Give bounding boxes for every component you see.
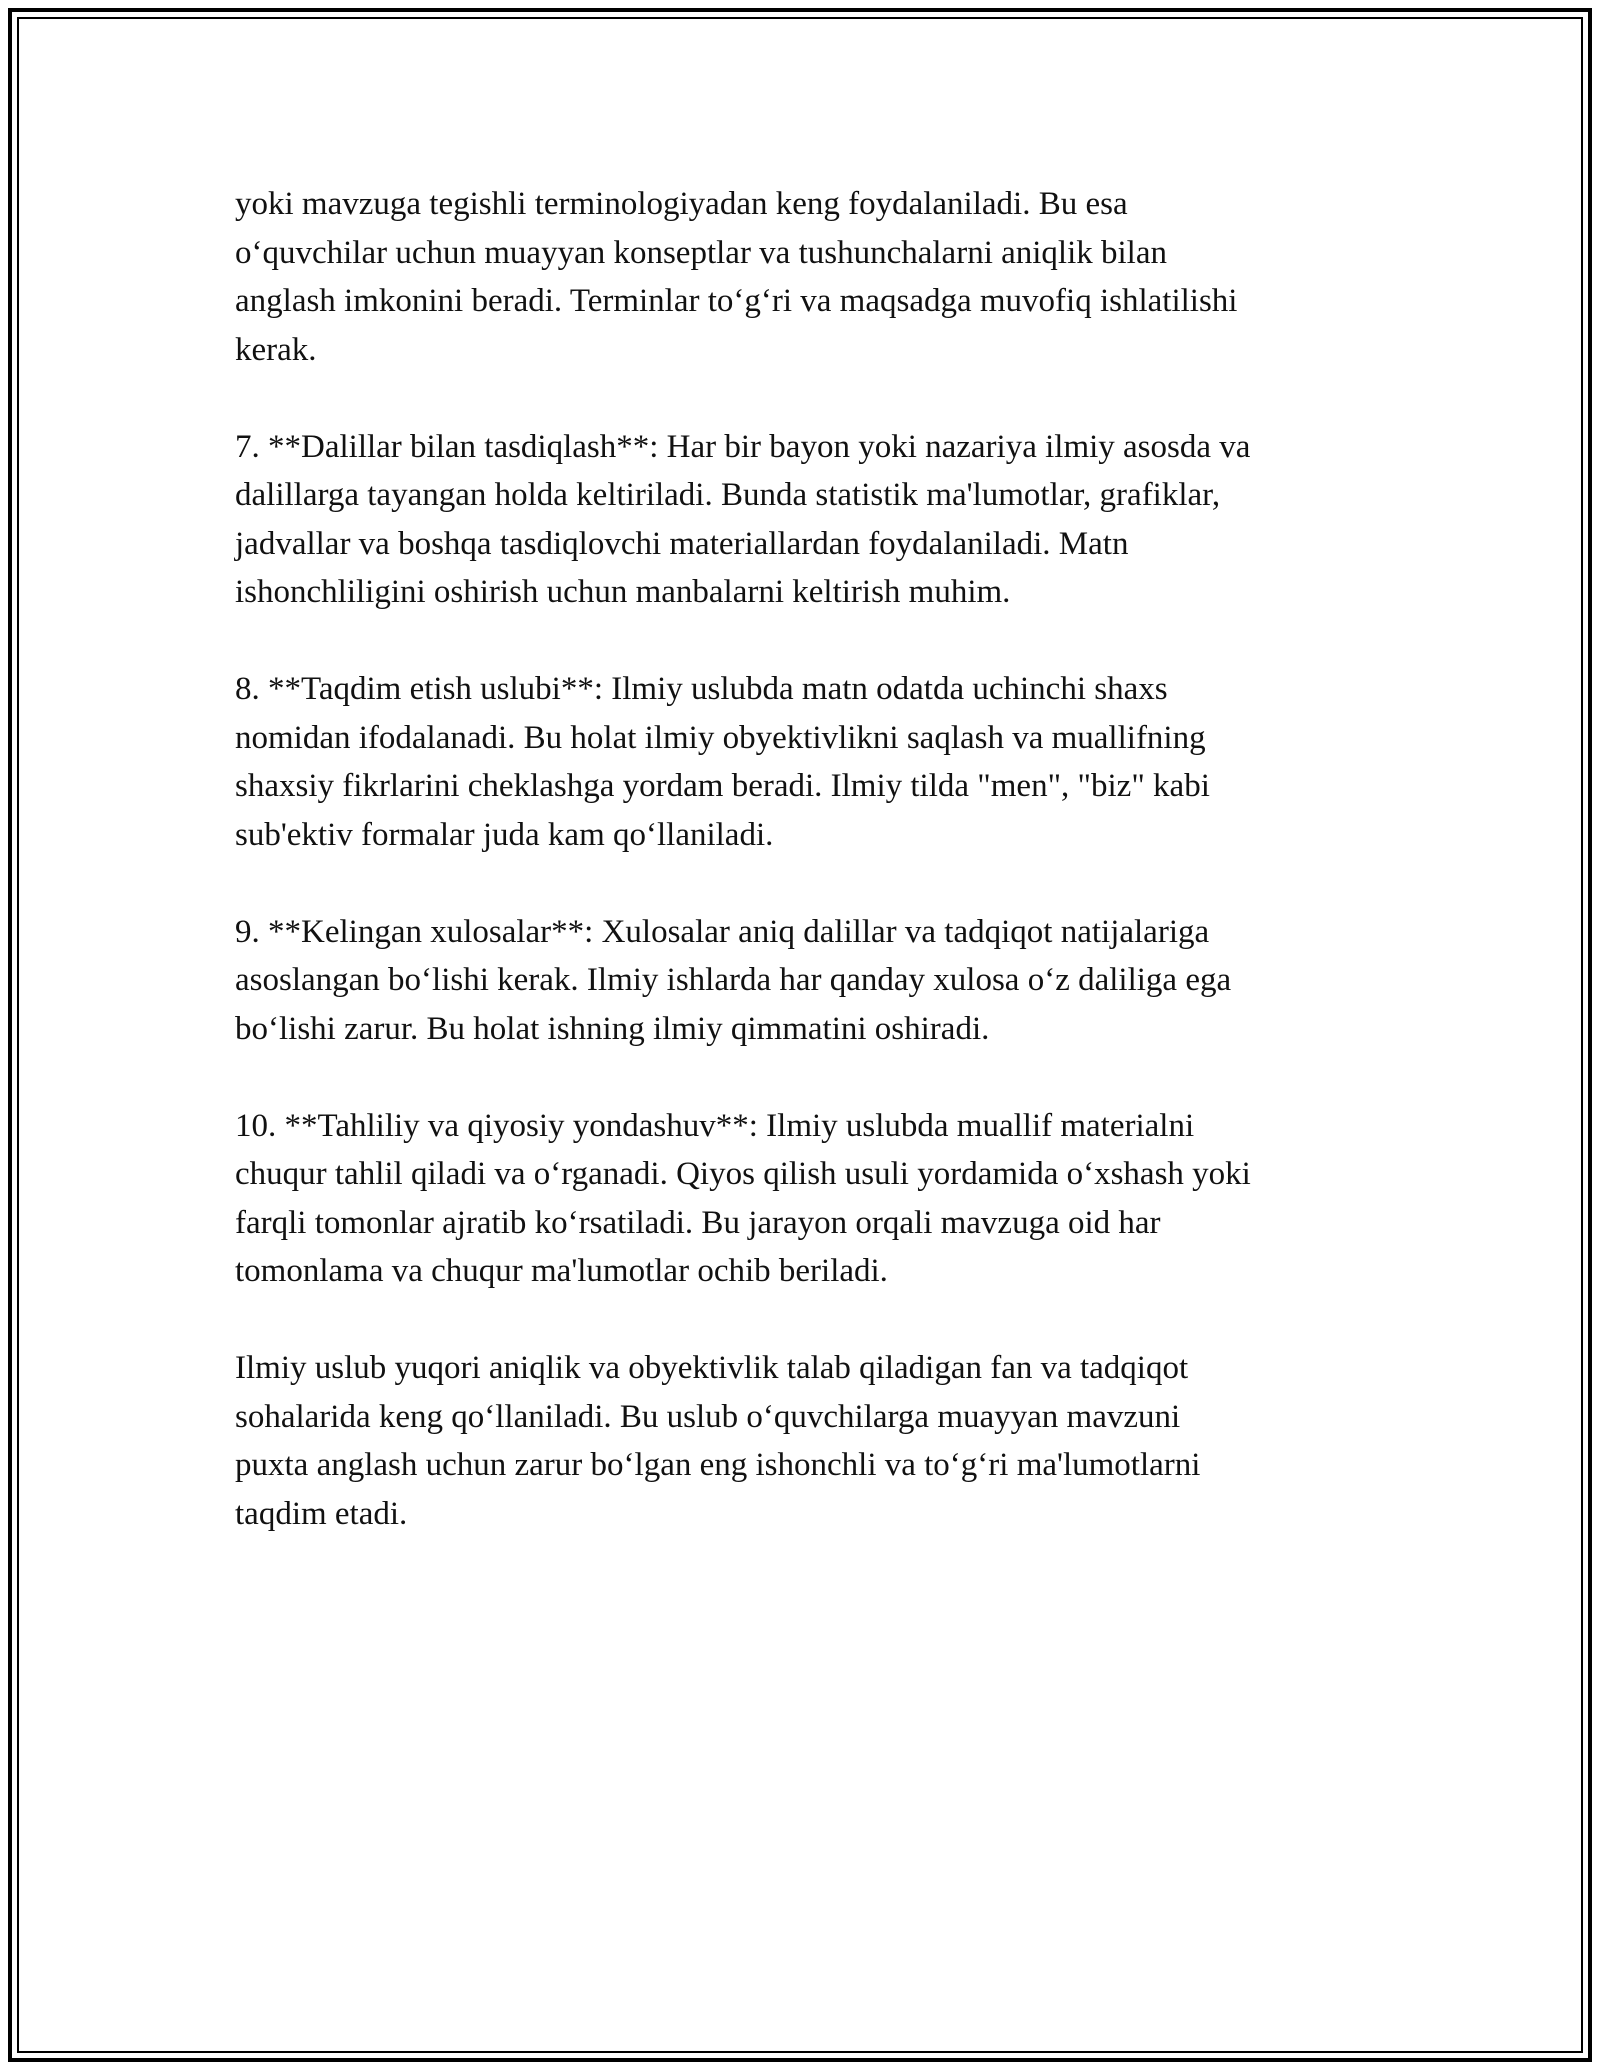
paragraph-terminology-continued: yoki mavzuga tegishli terminologiyadan keng foydalaniladi. Bu esa o‘quvchilar uchun muayyan konseptlar va tushunchalarni aniqlik bilan anglash imkonini beradi. Terminlar to‘g‘ri va maqsadga muvofiq ishlatilishi kerak. xyxy=(235,186,1238,368)
paragraph-item-9-conclusions: 9. **Kelingan xulosalar**: Xulosalar aniq dalillar va tadqiqot natijalariga asoslangan bo‘lishi kerak. Ilmiy ishlarda har qanday xulosa o‘z daliliga ega bo‘lishi zarur. Bu holat ishning ilmiy qimmatini oshiradi. xyxy=(235,913,1232,1047)
paragraph-item-10-analytical-approach: 10. **Tahliliy va qiyosiy yondashuv**: Ilmiy uslubda muallif materialni chuqur tahlil qiladi va o‘rganadi. Qiyos qilish usuli yordamida o‘xshash yoki farqli tomonlar ajratib ko‘rsatiladi. Bu jarayon orqali mavzuga oid har tomonlama va chuqur ma'lumotlar ochib beriladi. xyxy=(235,1107,1251,1289)
paragraph-item-7-evidence: 7. **Dalillar bilan tasdiqlash**: Har bir bayon yoki nazariya ilmiy asosda va dalillarga tayangan holda keltiriladi. Bunda statistik ma'lumotlar, grafiklar, jadvallar va boshqa tasdiqlovchi materiallardan foydalaniladi. Matn ishonchliligini oshirish uchun manbalarni keltirish muhim. xyxy=(235,428,1251,610)
paragraph-item-8-presentation-style: 8. **Taqdim etish uslubi**: Ilmiy uslubda matn odatda uchinchi shaxs nomidan ifodalanadi. Bu holat ilmiy obyektivlikni saqlash va muallifning shaxsiy fikrlarini cheklashga yordam beradi. Ilmiy tilda "men", "biz" kabi sub'ektiv formalar juda kam qo‘llaniladi. xyxy=(235,671,1210,853)
paragraph-summary: Ilmiy uslub yuqori aniqlik va obyektivlik talab qiladigan fan va tadqiqot sohalarida keng qo‘llaniladi. Bu uslub o‘quvchilarga muayyan mavzuni puxta anglash uchun zarur bo‘lgan eng ishonchli va to‘g‘ri ma'lumotlarni taqdim etadi. xyxy=(235,1350,1201,1532)
document-body xyxy=(235,180,1385,1587)
